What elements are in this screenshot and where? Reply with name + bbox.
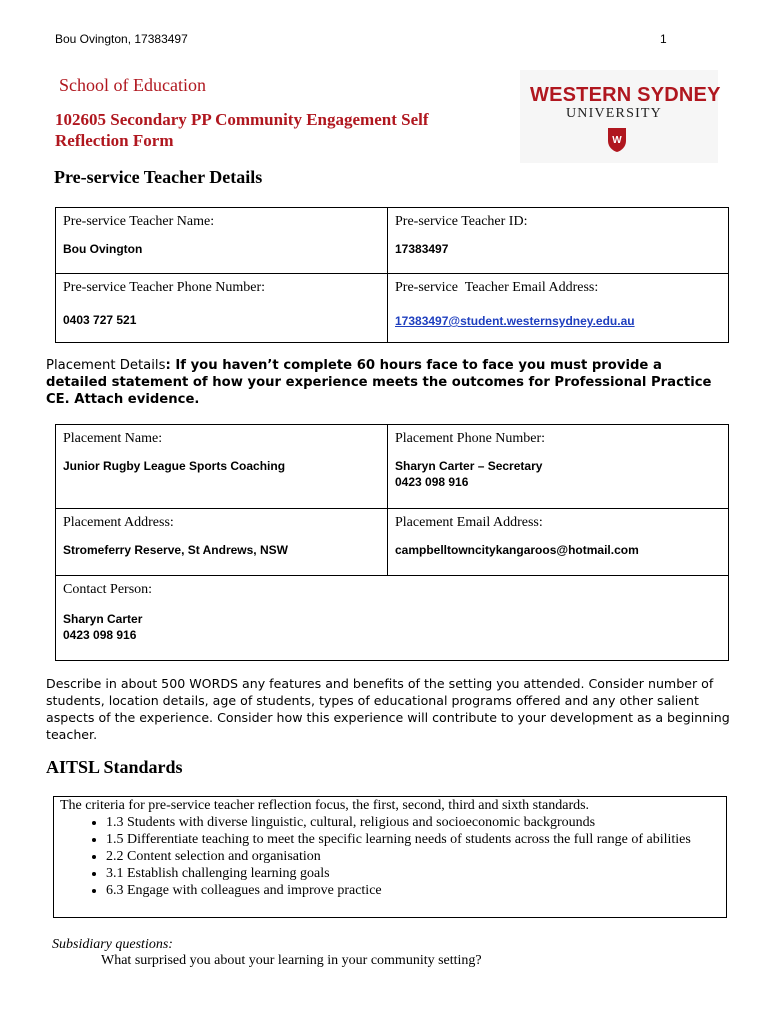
placement-email-value: campbelltowncitykangaroos@hotmail.com [395, 543, 639, 557]
contact-person-cell [56, 576, 729, 661]
placement-phone-cell [388, 425, 729, 509]
description-instructions: Describe in about 500 WORDS any features and benefits of the setting you attended. Consider number of students, location details, age of students, types of educational programs offered and any other salient aspects of the experience. Consider how this experience will contribute to your development as a beginning teacher. [46, 676, 730, 742]
teacher-name-value: Bou Ovington [63, 242, 143, 256]
placement-address-label: Placement Address: [63, 515, 174, 530]
teacher-phone-value: 0403 727 521 [63, 313, 137, 327]
placement-name-label: Placement Name: [63, 431, 163, 446]
teacher-details-table [55, 207, 729, 343]
aitsl-heading: AITSL Standards [46, 757, 183, 777]
subsidiary-question: What surprised you about your learning in your community setting? [101, 953, 482, 968]
teacher-id-cell [388, 208, 729, 274]
aitsl-item: • 2.2 Content selection and organisation [106, 848, 726, 865]
teacher-email-link[interactable]: 17383497@student.westernsydney.edu.au [395, 314, 635, 328]
placement-address-cell [56, 509, 388, 576]
placement-note-text: : If you haven’t complete 60 hours face to face you must provide a detailed statement of how your experience meets the outcomes for Professional Practice CE. Attach evidence. [46, 358, 712, 407]
contact-person-phone: 0423 098 916 [63, 628, 137, 642]
teacher-phone-label: Pre-service Teacher Phone Number: [63, 280, 266, 295]
placement-phone-line2: 0423 098 916 [395, 475, 469, 489]
school-name: School of Education [59, 75, 206, 95]
contact-person-label: Contact Person: [63, 582, 153, 597]
placement-name-cell [56, 425, 388, 509]
contact-person-name: Sharyn Carter [63, 612, 143, 626]
teacher-id-value: 17383497 [395, 242, 449, 256]
logo-line1: WESTERN SYDNEY [530, 84, 721, 106]
course-title: 102605 Secondary PP Community Engagement Self Reflection Form [55, 110, 429, 150]
aitsl-list [54, 814, 726, 899]
aitsl-intro: The criteria for pre-service teacher reflection focus, the first, second, third and sixth standards. [60, 798, 590, 813]
teacher-id-label: Pre-service Teacher ID: [395, 214, 528, 229]
placement-phone-label: Placement Phone Number: [395, 431, 546, 446]
teacher-name-label: Pre-service Teacher Name: [63, 214, 215, 229]
placement-email-cell [388, 509, 729, 576]
placement-email-label: Placement Email Address: [395, 515, 543, 530]
placement-note [46, 357, 726, 408]
placement-note-prefix: Placement Details [46, 358, 166, 373]
aitsl-standards-box [53, 796, 727, 918]
logo-line2: UNIVERSITY [566, 106, 662, 121]
subsidiary-label: Subsidiary questions: [52, 937, 173, 952]
teacher-email-cell [388, 274, 729, 343]
teacher-name-cell [56, 208, 388, 274]
placement-phone-line1: Sharyn Carter – Secretary [395, 459, 543, 473]
teacher-details-heading: Pre-service Teacher Details [54, 167, 263, 187]
svg-text:W: W [612, 135, 622, 146]
aitsl-item: • 3.1 Establish challenging learning goals [106, 865, 726, 882]
teacher-email-label: Pre-service Teacher Email Address: [395, 280, 599, 295]
page-number: 1 [660, 32, 667, 46]
aitsl-item: • 1.3 Students with diverse linguistic, cultural, religious and socioeconomic backgrounds [106, 814, 726, 831]
placement-name-value: Junior Rugby League Sports Coaching [63, 459, 286, 473]
shield-icon [607, 127, 627, 153]
header-author: Bou Ovington, 17383497 [55, 32, 188, 46]
placement-table [55, 424, 729, 661]
teacher-phone-cell [56, 274, 388, 343]
aitsl-item: • 6.3 Engage with colleagues and improve practice [106, 882, 726, 899]
aitsl-item: • 1.5 Differentiate teaching to meet the specific learning needs of students across the full range of abilities [106, 831, 726, 848]
placement-address-value: Stromeferry Reserve, St Andrews, NSW [63, 543, 288, 557]
